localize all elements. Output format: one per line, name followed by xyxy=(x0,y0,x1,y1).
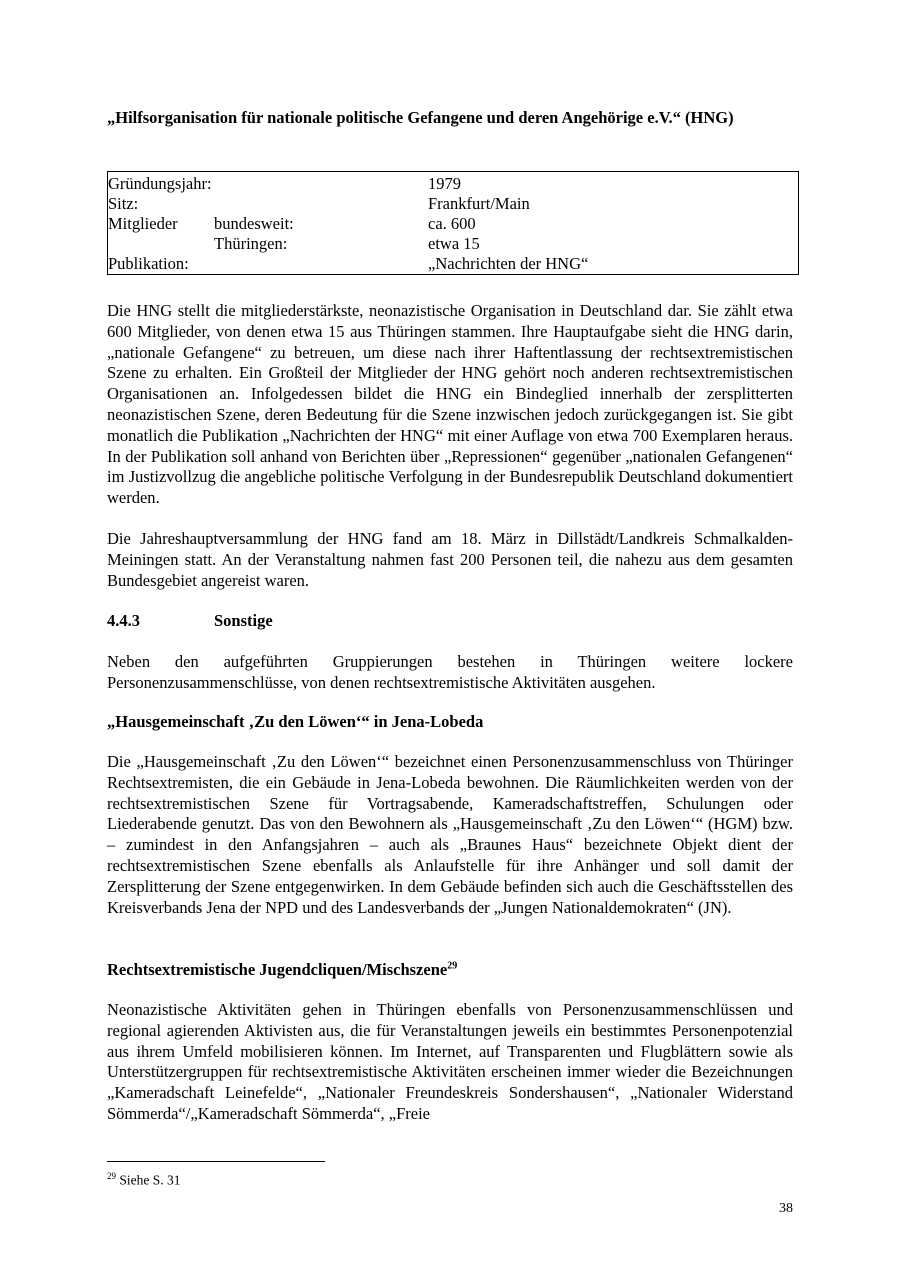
thuringia-label: Thüringen: xyxy=(214,234,288,253)
nationwide-value: ca. 600 xyxy=(428,214,476,233)
publication-value: „Nachrichten der HNG“ xyxy=(428,254,589,273)
heading-hausgemeinschaft: „Hausgemeinschaft ‚Zu den Löwen‘“ in Jena-Lobeda xyxy=(107,712,484,731)
footnote-reference[interactable]: 29 xyxy=(447,960,458,972)
publication-label: Publikation: xyxy=(108,254,189,273)
section-title: Sonstige xyxy=(214,611,273,630)
facts-row-seat xyxy=(108,194,798,214)
seat-label: Sitz: xyxy=(108,194,139,213)
founded-label: Gründungsjahr: xyxy=(108,174,212,193)
paragraph-hng-assembly: Die Jahreshauptversammlung der HNG fand am 18. März in Dillstädt/Landkreis Schmalkalden-Meiningen statt. An der Veranstaltung nahmen fast 200 Personen teil, die nahezu aus dem gesamten Bundesgebiet angereist waren. xyxy=(107,529,793,590)
org-heading: „Hilfsorganisation für nationale politische Gefangene und deren Angehörige e.V.“ (HNG) xyxy=(107,108,734,127)
nationwide-label: bundesweit: xyxy=(214,214,294,233)
facts-row-thuringia xyxy=(108,234,798,254)
section-heading-443 xyxy=(107,610,793,631)
footnote-number: 29 xyxy=(107,1171,116,1181)
paragraph-jugendcliquen: Neonazistische Aktivitäten gehen in Thüringen ebenfalls von Personenzusammenschlüssen und regional agierenden Aktivisten aus, die für Veranstaltungen jeweils ein bestimmtes Personenpotenzial aus ihrem Umfeld mobilisieren können. Im Internet, auf Transparenten und Flugblättern sowie als Unterstützergruppen für rechtsextremistische Aktivitäten erscheinen immer wieder die Bezeichnungen „Kameradschaft Leinefelde“, „Nationaler Freundeskreis Sondershausen“, „Nationaler Widerstand Sömmerda“/„Kameradschaft Sömmerda“, „Freie xyxy=(107,1000,793,1123)
footnote xyxy=(107,1167,181,1190)
members-label: Mitglieder xyxy=(108,214,178,233)
heading-jugendcliquen xyxy=(107,959,793,980)
footnote-text: Siehe S. 31 xyxy=(116,1172,181,1188)
page-number: 38 xyxy=(779,1201,793,1216)
facts-row-members xyxy=(108,214,798,234)
section-number: 4.4.3 xyxy=(107,611,140,630)
paragraph-hausgemeinschaft: Die „Hausgemeinschaft ‚Zu den Löwen‘“ bezeichnet einen Personenzusammenschluss von Thüringer Rechtsextremisten, die ein Gebäude in Jena-Lobeda bewohnen. Die Räumlichkeiten werden von der rechtsextremistischen Szene für Vortragsabende, Kameradschaftstreffen, Schulungen oder Liederabende genutzt. Das von den Bewohnern als „Hausgemeinschaft ‚Zu den Löwen‘“ (HGM) bzw. – zumindest in den Anfangsjahren – auch als „Braunes Haus“ bezeichnete Objekt dient der rechtsextremistischen Szene ebenfalls als Anlaufstelle für ihre Anhänger und soll damit der Zersplitterung der Szene entgegenwirken. In dem Gebäude befinden sich auch die Geschäftsstellen des Kreisverbands Jena der NPD und des Landesverbands der „Jungen Nationaldemokraten“ (JN). xyxy=(107,752,793,917)
seat-value: Frankfurt/Main xyxy=(428,194,530,213)
founded-value: 1979 xyxy=(428,174,461,193)
footnote-divider xyxy=(107,1161,325,1162)
facts-row-publication xyxy=(108,254,798,274)
paragraph-other-groups: Neben den aufgeführten Gruppierungen bestehen in Thüringen weitere lockere Personenzusammenschlüsse, von denen rechtsextremistische Aktivitäten ausgehen. xyxy=(107,652,793,692)
thuringia-value: etwa 15 xyxy=(428,234,480,253)
facts-row-founded xyxy=(108,174,798,194)
heading-jugendcliquen-text: Rechtsextremistische Jugendcliquen/Mischszene xyxy=(107,960,448,979)
paragraph-hng-description: Die HNG stellt die mitgliederstärkste, neonazistische Organisation in Deutschland dar. Sie zählt etwa 600 Mitglieder, von denen etwa 15 aus Thüringen stammen. Ihre Hauptaufgabe sieht die HNG darin, „nationale Gefangene“ zu betreuen, um diese nach ihrer Haftentlassung der rechtsextremistischen Szene zu erhalten. Ein Großteil der Mitglieder der HNG gehört noch anderen rechtsextremistischen Organisationen an. Infolgedessen bildet die HNG ein Bindeglied innerhalb der zersplitterten neonazistischen Szene, deren Bedeutung für die Szene inzwischen jedoch zurückgegangen ist. Sie gibt monatlich die Publikation „Nachrichten der HNG“ mit einer Auflage von etwa 700 Exemplaren heraus. In der Publikation soll anhand von Berichten über „Repressionen“ gegenüber „nationalen Gefangenen“ im Justizvollzug die angebliche politische Verfolgung in der Bundesrepublik Deutschland dokumentiert werden. xyxy=(107,301,793,508)
facts-box xyxy=(107,171,799,275)
